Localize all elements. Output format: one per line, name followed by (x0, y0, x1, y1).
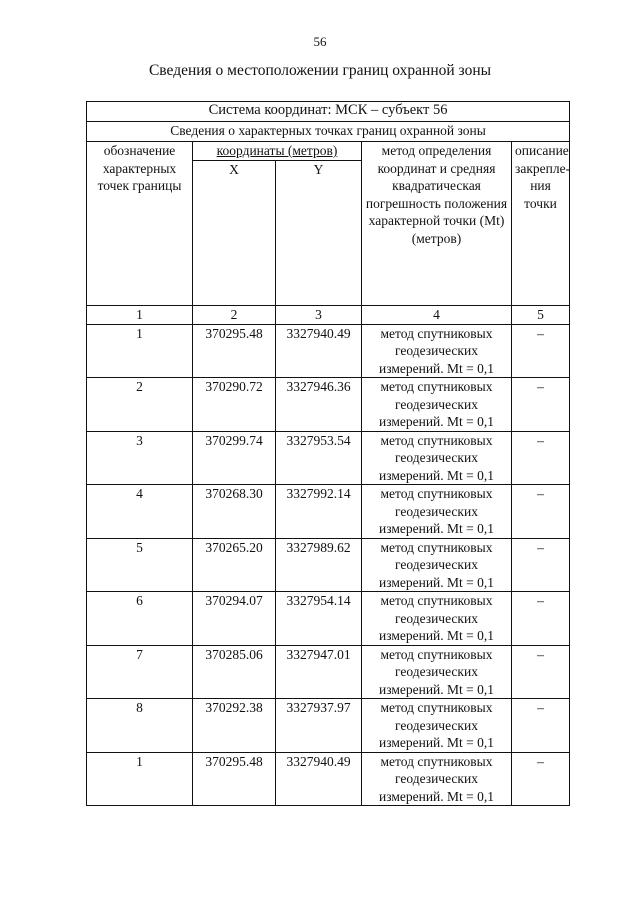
method-description: метод спутниковых геодезических измерений. Mt = 0,1 (362, 645, 512, 699)
method-description: метод спутниковых геодезических измерений. Mt = 0,1 (362, 699, 512, 753)
y-coordinate: 3327940.49 (276, 752, 362, 806)
point-designation: 7 (87, 645, 193, 699)
table-body (87, 102, 570, 806)
column-number: 2 (193, 306, 276, 325)
x-coordinate: 370295.48 (193, 752, 276, 806)
x-coordinate: 370299.74 (193, 431, 276, 485)
coordinates-header-text: координаты (метров) (216, 143, 338, 158)
y-coordinate: 3327989.62 (276, 538, 362, 592)
table-row (87, 645, 570, 699)
y-coordinate: 3327937.97 (276, 699, 362, 753)
fixing-description: – (512, 324, 570, 378)
method-description: метод спутниковых геодезических измерений. Mt = 0,1 (362, 485, 512, 539)
method-description: метод спутниковых геодезических измерений. Mt = 0,1 (362, 592, 512, 646)
x-coordinate: 370285.06 (193, 645, 276, 699)
fixing-description: – (512, 538, 570, 592)
y-coordinate: 3327954.14 (276, 592, 362, 646)
table-row (87, 324, 570, 378)
y-coordinate: 3327946.36 (276, 378, 362, 432)
x-column-header: X (193, 161, 276, 306)
x-coordinate: 370292.38 (193, 699, 276, 753)
table-row (87, 752, 570, 806)
point-designation: 8 (87, 699, 193, 753)
coordinate-system-header: Система координат: МСК – субъект 56 (87, 102, 570, 122)
x-coordinate: 370294.07 (193, 592, 276, 646)
table-row (87, 699, 570, 753)
method-description: метод спутниковых геодезических измерений. Mt = 0,1 (362, 431, 512, 485)
column-number: 5 (512, 306, 570, 325)
y-coordinate: 3327947.01 (276, 645, 362, 699)
x-coordinate: 370295.48 (193, 324, 276, 378)
point-designation: 1 (87, 752, 193, 806)
x-coordinate: 370265.20 (193, 538, 276, 592)
point-designation: 4 (87, 485, 193, 539)
point-designation: 3 (87, 431, 193, 485)
table-row (87, 378, 570, 432)
system-header-row (87, 102, 570, 122)
column-number: 1 (87, 306, 193, 325)
column-header-row (87, 142, 570, 161)
description-column-header: описание закрепле-ния точки (512, 142, 570, 306)
y-coordinate: 3327940.49 (276, 324, 362, 378)
point-designation: 5 (87, 538, 193, 592)
x-coordinate: 370268.30 (193, 485, 276, 539)
column-number: 3 (276, 306, 362, 325)
x-coordinate: 370290.72 (193, 378, 276, 432)
column-number: 4 (362, 306, 512, 325)
fixing-description: – (512, 645, 570, 699)
page-number: 56 (313, 34, 327, 49)
column-number-row (87, 306, 570, 325)
point-designation: 1 (87, 324, 193, 378)
fixing-description: – (512, 592, 570, 646)
point-designation: 2 (87, 378, 193, 432)
point-designation: 6 (87, 592, 193, 646)
fixing-description: – (512, 752, 570, 806)
fixing-description: – (512, 699, 570, 753)
method-description: метод спутниковых геодезических измерений. Mt = 0,1 (362, 752, 512, 806)
method-description: метод спутниковых геодезических измерений. Mt = 0,1 (362, 378, 512, 432)
designation-column-header: обозначение характерных точек границы (87, 142, 193, 306)
points-info-header: Сведения о характерных точках границ охранной зоны (87, 122, 570, 142)
fixing-description: – (512, 378, 570, 432)
y-coordinate: 3327953.54 (276, 431, 362, 485)
table-row (87, 431, 570, 485)
y-coordinate: 3327992.14 (276, 485, 362, 539)
info-header-row (87, 122, 570, 142)
method-description: метод спутниковых геодезических измерений. Mt = 0,1 (362, 538, 512, 592)
fixing-description: – (512, 485, 570, 539)
coordinates-column-header (193, 142, 362, 161)
table-row (87, 538, 570, 592)
table-row (87, 592, 570, 646)
fixing-description: – (512, 431, 570, 485)
boundary-points-table (86, 101, 570, 806)
table-row (87, 485, 570, 539)
document-title: Сведения о местоположении границ охранной зоны (148, 62, 492, 79)
method-column-header: метод определения координат и средняя квадратическая погрешность положения характерной точки (Mt) (метров) (362, 142, 512, 306)
y-column-header: Y (276, 161, 362, 306)
method-description: метод спутниковых геодезических измерений. Mt = 0,1 (362, 324, 512, 378)
